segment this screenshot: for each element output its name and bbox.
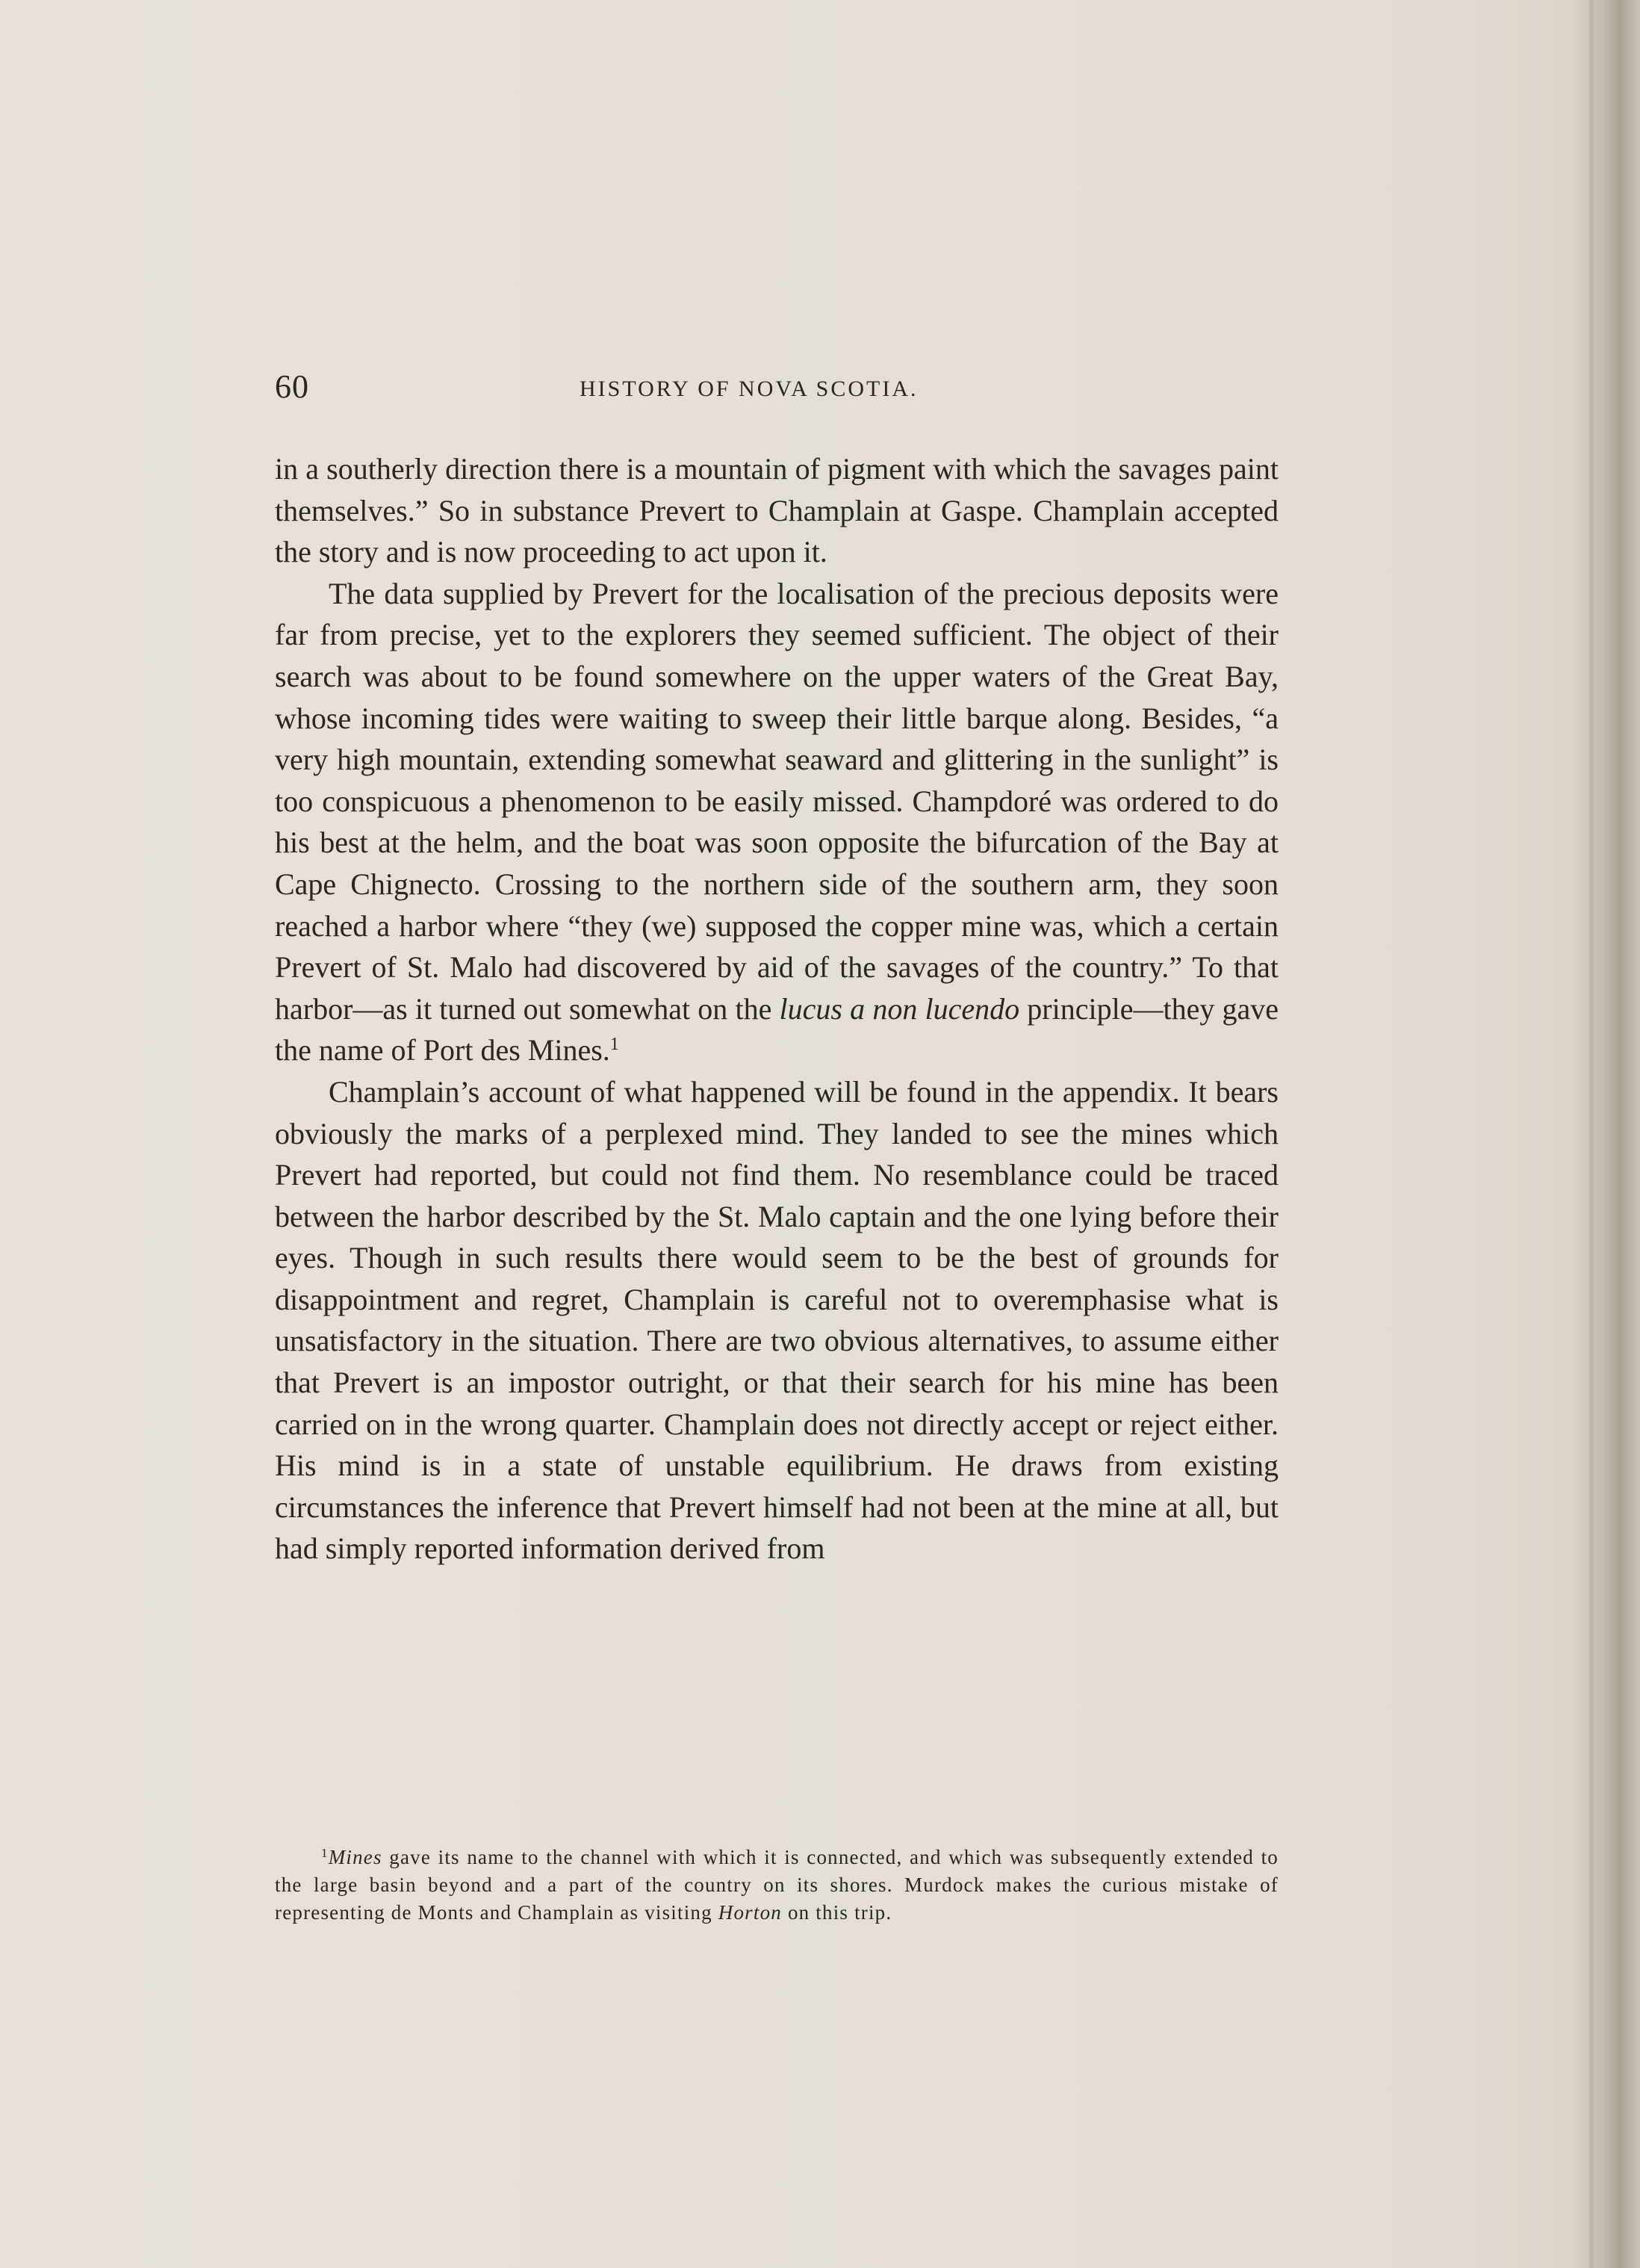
paragraph-2-italic-phrase: lucus a non lucendo (779, 991, 1020, 1026)
running-head (275, 368, 1279, 412)
paragraph-2 (275, 573, 1279, 1071)
footnote-text-a: gave its name to the channel with which it is connected, and which was subsequently extended to the large basin beyond and a part of the country on its shores. Murdock makes the curious mistake of representing de Monts and Champlain as visiting (275, 1846, 1279, 1924)
page-edge-shadow (1573, 0, 1640, 2268)
paragraph-3: Champlain’s account of what happened will be found in the appendix. It bears obviously the marks of a perplexed mind. They landed to see the mines which Prevert had reported, but could not find them. No resemblance could be traced between the harbor described by the St. Malo captain and the one lying before their eyes. Though in such results there would seem to be the best of grounds for disappointment and regret, Champlain is careful not to overemphasise what is unsatisfactory in the situation. There are two obvious alternatives, to assume either that Prevert is an impostor outright, or that their search for his mine has been carried on in the wrong quarter. Champlain does not directly accept or reject either. His mind is in a state of unstable equilibrium. He draws from existing circumstances the inference that Prevert himself had not been at the mine at all, but had simply reported information derived from (275, 1074, 1279, 1566)
running-title: HISTORY OF NOVA SCOTIA. (580, 377, 919, 401)
footnote-paragraph (275, 1844, 1279, 1927)
paragraph-1: in a southerly direction there is a mountain of pigment with which the savages paint themselves.” So in substance Prevert to Champlain at Gaspe. Champlain accepted the story and is now proceeding to act upon it. (275, 452, 1279, 569)
paragraph-2-end: principle—they gave the name of Port des Mines. (275, 991, 1279, 1068)
main-text (275, 448, 1279, 1570)
footnote (275, 1844, 1279, 1927)
footnote-marker: 1 (321, 1846, 329, 1860)
page-number: 60 (275, 368, 309, 405)
footnote-reference: 1 (609, 1035, 619, 1055)
page-edge-line (1589, 0, 1594, 2268)
footnote-italic-place: Horton (718, 1901, 782, 1924)
footnote-text-b: on this trip. (787, 1901, 892, 1924)
footnote-italic-lead: Mines (328, 1846, 382, 1868)
paragraph-2-text: The data supplied by Prevert for the localisation of the precious deposits were far from precise, yet to the explorers they seemed sufficient. The object of their search was about to be found somewhere on the upper waters of the Great Bay, whose incoming tides were waiting to sweep their little barque along. Besides, “a very high mountain, extending somewhat seaward and glittering in the sunlight” is too conspicuous a phenomenon to be easily missed. Champdoré was ordered to do his best at the helm, and the boat was soon opposite the bifurcation of the Bay at Cape Chignecto. Crossing to the northern side of the southern arm, they soon reached a harbor where “they (we) supposed the copper mine was, which a certain Prevert of St. Malo had discovered by aid of the savages of the country.” To that harbor—as it turned out somewhat on the (275, 576, 1279, 1026)
